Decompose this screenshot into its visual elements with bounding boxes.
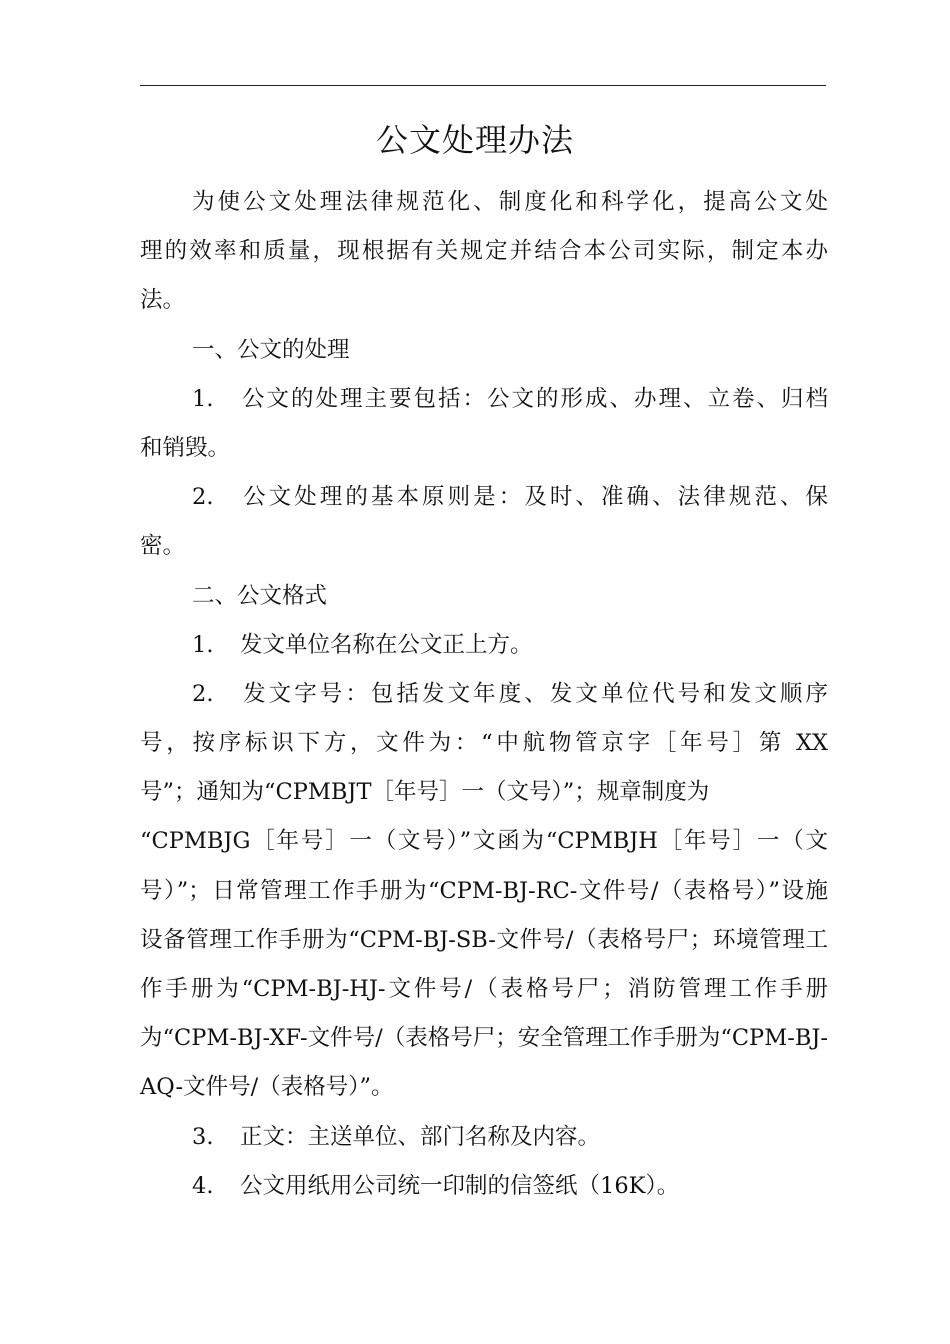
item-text: 发文字号：包括发文年度、发文单位代号和发文顺序 (240, 680, 828, 707)
item-continuation: 作手册为“CPM-BJ-HJ-文件号/（表格号尸；消防管理工作手册 (140, 976, 828, 1002)
item-continuation: AQ-文件号/（表格号）”。 (140, 1074, 394, 1101)
intro-line: 为使公文处理法律规范化、制度化和科学化，提高公文处 (192, 189, 828, 215)
item-continuation: 号）”；日常管理工作手册为“CPM-BJ-RC-文件号/（表格号）”设施 (140, 877, 828, 904)
item-continuation: 号，按序标识下方，文件为：“中航物管京字［年号］第 XX (140, 730, 828, 757)
item-continuation: 密。 (140, 533, 186, 560)
item-text: 公文的处理主要包括：公文的形成、办理、立卷、归档 (240, 385, 828, 412)
item-continuation: 号”；通知为“CPMBJT［年号］一（文号）”；规章制度为 (140, 779, 710, 806)
item-continuation: 和销毁。 (140, 434, 231, 461)
item-number: 3. (192, 1123, 214, 1150)
item-continuation: “CPMBJG［年号］一（文号）”文函为“CPMBJH［年号］一（文 (140, 828, 828, 855)
intro-line: 理的效率和质量，现根据有关规定并结合本公司实际，制定本办 (140, 238, 828, 265)
item-number: 1. (192, 385, 214, 412)
item-number: 2. (192, 484, 214, 511)
intro-line: 法。 (140, 287, 186, 314)
item-continuation: 设备管理工作手册为“CPM-BJ-SB-文件号/（表格号尸；环境管理工 (140, 926, 828, 953)
item-text: 发文单位名称在公文正上方。 (240, 631, 533, 658)
header-rule (140, 85, 826, 86)
section-heading: 一、公文的处理 (192, 336, 350, 363)
document-title: 公文处理办法 (375, 121, 574, 159)
list-item (140, 473, 828, 522)
item-text: 正文：主送单位、部门名称及内容。 (240, 1123, 601, 1150)
item-number: 4. (192, 1172, 214, 1199)
list-item (140, 375, 828, 424)
item-number: 2. (192, 680, 214, 707)
item-text: 公文用纸用公司统一印制的信签纸（16K）。 (240, 1172, 680, 1199)
item-number: 1. (192, 631, 214, 658)
document-body (140, 178, 828, 1211)
item-continuation: 为“CPM-BJ-XF-文件号/（表格号尸；安全管理工作手册为“CPM-BJ- (140, 1025, 828, 1052)
list-item (140, 1162, 828, 1211)
item-text: 公文处理的基本原则是：及时、准确、法律规范、保 (240, 484, 828, 511)
list-item (140, 1113, 828, 1162)
list-item (140, 670, 828, 719)
list-item (140, 621, 828, 670)
section-heading: 二、公文格式 (192, 582, 328, 609)
